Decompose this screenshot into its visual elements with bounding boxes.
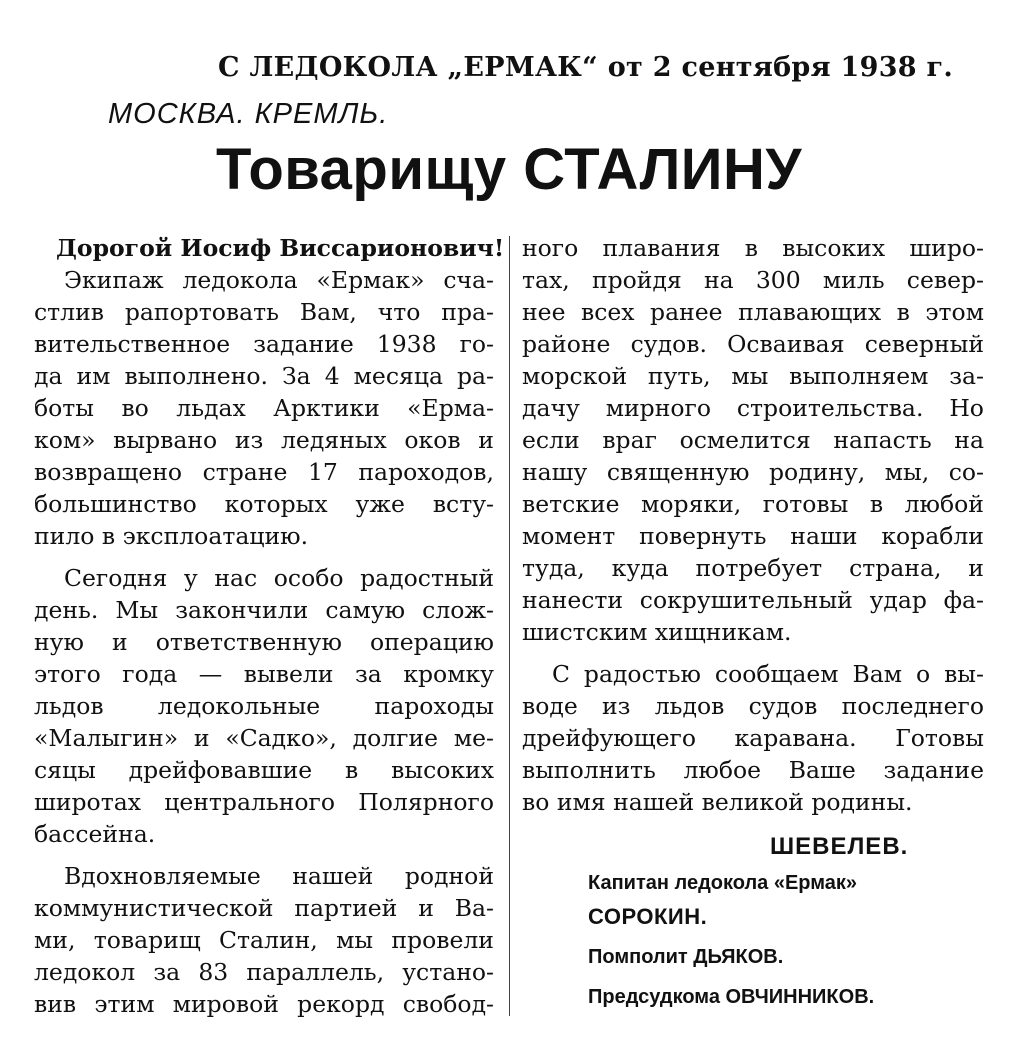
signature-name: СОРОКИН. <box>588 904 708 929</box>
letter-line: морской путь, мы выполняем за- <box>522 362 984 390</box>
letter-column-right <box>522 232 984 818</box>
letter-line: Экипаж ледокола «Ермак» сча- <box>64 266 494 294</box>
letter-line: сяцы дрейфовавшие в высоких <box>34 756 494 784</box>
letter-line: ледокол за 83 параллель, устано- <box>34 958 494 986</box>
letter-line: нее всех ранее плавающих в этом <box>522 298 984 326</box>
letter-line: во имя нашей великой родины. <box>522 788 913 816</box>
letter-line: день. Мы закончили самую слож- <box>34 596 494 624</box>
letter-line: «Малыгин» и «Садко», долгие ме- <box>34 724 494 752</box>
letter-line: тах, пройдя на 300 миль север- <box>522 266 984 294</box>
letter-line: ветские моряки, готовы в любой <box>522 490 984 518</box>
signature-line: Помполит ДЬЯКОВ. <box>588 946 784 968</box>
letter-line: бассейна. <box>34 820 156 848</box>
letter-line: большинство которых уже всту- <box>34 490 494 518</box>
letter-line: дачу мирного строительства. Но <box>522 394 984 422</box>
letter-line: широтах центрального Полярного <box>34 788 494 816</box>
letter-line: да им выполнено. За 4 месяца ра- <box>34 362 494 390</box>
letter-line: районе судов. Осваивая северный <box>522 330 984 358</box>
letter-line: ную и ответственную операцию <box>34 628 494 656</box>
letter-line: дрейфующего каравана. Готовы <box>522 724 984 752</box>
letter-line: Вдохновляемые нашей родной <box>64 862 494 890</box>
letter-line: этого года — вывели за кромку <box>34 660 494 688</box>
letter-line: С радостью сообщаем Вам о вы- <box>552 660 984 688</box>
letter-line: шистским хищникам. <box>522 618 792 646</box>
signature-line: Предсудкома ОВЧИННИКОВ. <box>588 986 875 1008</box>
letter-line: момент повернуть наши корабли <box>522 522 984 550</box>
letter-line: вительственное задание 1938 го- <box>34 330 494 358</box>
letter-line: возвращено стране 17 пароходов, <box>34 458 494 486</box>
letter-line: если враг осмелится напасть на <box>522 426 984 454</box>
letter-line: вив этим мировой рекорд свобод- <box>34 990 494 1018</box>
letter-line: воде из льдов судов последнего <box>522 692 984 720</box>
letter-line: нанести сокрушительный удар фа- <box>522 586 984 614</box>
letter-line: стлив рапортовать Вам, что пра- <box>34 298 494 326</box>
letter-line: ми, товарищ Сталин, мы провели <box>34 926 494 954</box>
letter-line: нашу священную родину, мы, со- <box>522 458 984 486</box>
letter-line: ком» вырвано из ледяных оков и <box>34 426 494 454</box>
letter-line: Сегодня у нас особо радостный <box>64 564 494 592</box>
letter-line: туда, куда потребует страна, и <box>522 554 984 582</box>
greeting: Дорогой Иосиф Виссарионович! <box>56 234 505 262</box>
letter-line: льдов ледокольные пароходы <box>34 692 494 720</box>
signature-name: ШЕВЕЛЕВ. <box>770 833 909 860</box>
letter-column-left <box>34 232 505 1020</box>
letter-line: боты во льдах Арктики «Ерма- <box>34 394 494 422</box>
headline: Товарищу СТАЛИНУ <box>216 137 802 202</box>
letter-line: ного плавания в высоких широ- <box>522 234 984 262</box>
letter-line: выполнить любое Ваше задание <box>522 756 984 784</box>
column-divider <box>509 236 510 1016</box>
address: МОСКВА. КРЕМЛЬ. <box>108 98 389 130</box>
dateline: С ЛЕДОКОЛА „ЕРМАК“ от 2 сентября 1938 г. <box>218 52 954 83</box>
letter-line: пило в эксплоатацию. <box>34 522 309 550</box>
letter-line: коммунистической партией и Ва- <box>34 894 494 922</box>
signature-title: Капитан ледокола «Ермак» <box>588 872 858 894</box>
